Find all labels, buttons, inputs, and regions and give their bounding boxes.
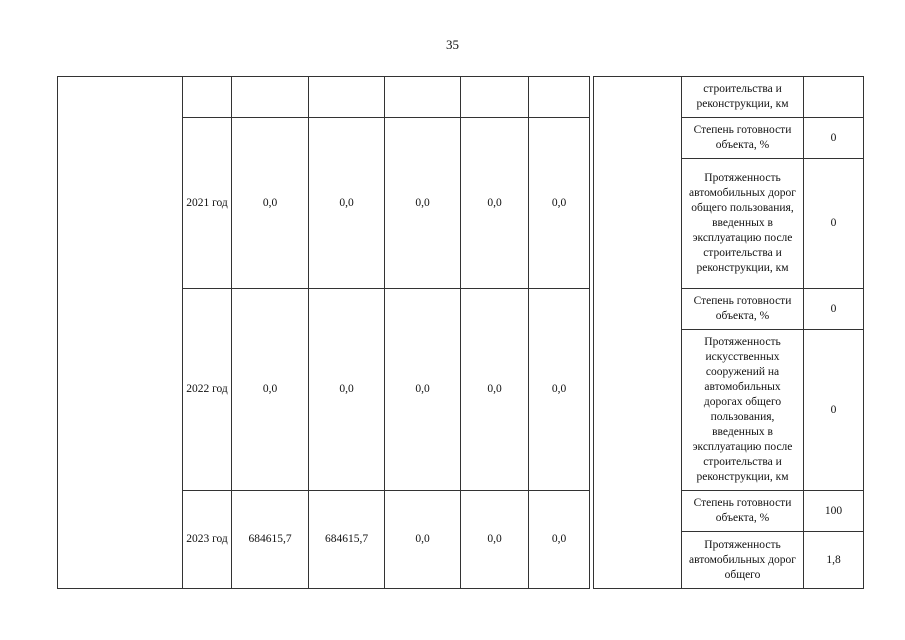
value-cell: 0,0 — [529, 118, 590, 289]
value-cell: 0,0 — [232, 118, 309, 289]
result-cell — [594, 77, 682, 589]
table-row — [58, 77, 864, 118]
program-table — [57, 76, 864, 589]
value-cell: 0,0 — [461, 491, 529, 589]
indicator-name-cell: Степень готовности объекта, % — [682, 118, 804, 159]
value-cell: 684615,7 — [232, 491, 309, 589]
indicator-name-cell: Степень готовности объекта, % — [682, 491, 804, 532]
value-cell — [309, 77, 385, 118]
value-cell — [385, 77, 461, 118]
page-number: 35 — [446, 37, 459, 52]
value-cell: 0,0 — [461, 118, 529, 289]
year-cell: 2022 год — [183, 289, 232, 491]
value-cell — [529, 77, 590, 118]
indicator-value-cell: 1,8 — [804, 532, 864, 589]
indicator-name-cell: строительства и реконструкции, км — [682, 77, 804, 118]
value-cell: 0,0 — [385, 289, 461, 491]
indicator-name-cell: Степень готовности объекта, % — [682, 289, 804, 330]
indicator-name-cell: Протяженность автомобильных дорог общего — [682, 532, 804, 589]
value-cell: 0,0 — [529, 289, 590, 491]
year-cell: 2023 год — [183, 491, 232, 589]
indicator-value-cell: 100 — [804, 491, 864, 532]
indicator-name-cell: Протяженность автомобильных дорог общего пользования, введенных в эксплуатацию после строительства и реконструкции, км — [682, 159, 804, 289]
year-cell — [183, 77, 232, 118]
value-cell: 684615,7 — [309, 491, 385, 589]
value-cell: 0,0 — [461, 289, 529, 491]
value-cell: 0,0 — [309, 118, 385, 289]
value-cell: 0,0 — [529, 491, 590, 589]
object-name-cell — [58, 77, 183, 589]
year-cell: 2021 год — [183, 118, 232, 289]
value-cell — [461, 77, 529, 118]
value-cell: 0,0 — [385, 118, 461, 289]
value-cell: 0,0 — [385, 491, 461, 589]
indicator-name-cell: Протяженность искусственных сооружений на автомобильных дорогах общего пользования, введенных в эксплуатацию после строительства и реконструкции, км — [682, 330, 804, 491]
indicator-value-cell — [804, 77, 864, 118]
value-cell — [232, 77, 309, 118]
indicator-value-cell: 0 — [804, 289, 864, 330]
indicator-value-cell: 0 — [804, 118, 864, 159]
indicator-value-cell: 0 — [804, 159, 864, 289]
indicator-value-cell: 0 — [804, 330, 864, 491]
value-cell: 0,0 — [232, 289, 309, 491]
value-cell: 0,0 — [309, 289, 385, 491]
